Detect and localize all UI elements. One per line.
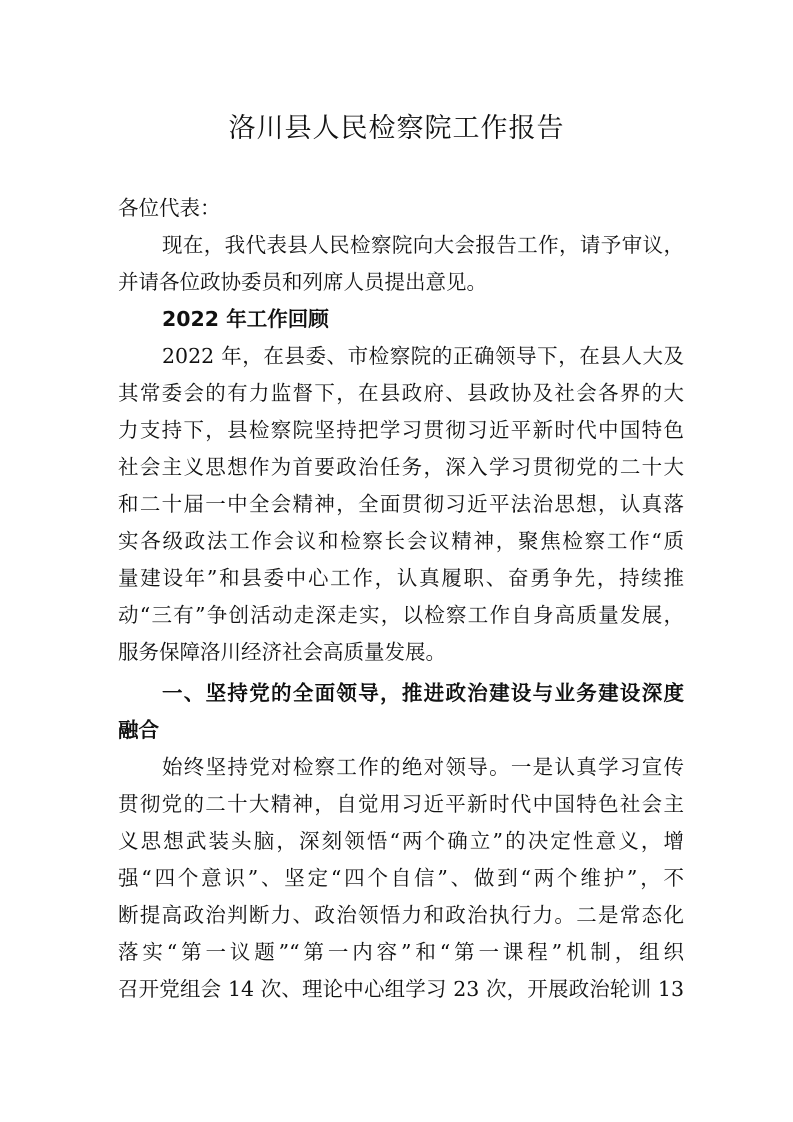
- text-line: 社会主义思想作为首要政治任务，深入学习贯彻党的二十大: [118, 455, 684, 479]
- text-line: 贯彻党的二十大精神，自觉用习近平新时代中国特色社会主: [118, 792, 684, 816]
- section-heading-review: 2022 年工作回顾: [162, 307, 329, 331]
- section1-paragraph: [118, 749, 684, 1008]
- text-line: 2022 年，在县委、市检察院的正确领导下，在县人大及: [162, 344, 684, 368]
- text-line: 召开党组会 14 次、理论中心组学习 23 次，开展政治轮训 13: [118, 977, 684, 1001]
- document-body: [118, 190, 684, 1008]
- text-line: 落实“第一议题”“第一内容”和“第一课程”机制，组织: [118, 940, 684, 964]
- text-line: 动“三有”争创活动走深走实，以检察工作自身高质量发展，: [118, 603, 684, 627]
- review-paragraph: [118, 338, 684, 671]
- text-line: 并请各位政协委员和列席人员提出意见。: [118, 270, 487, 294]
- text-line: 力支持下，县检察院坚持把学习贯彻习近平新时代中国特色: [118, 418, 684, 442]
- text-line: 现在，我代表县人民检察院向大会报告工作，请予审议，: [162, 233, 684, 257]
- text-line: 始终坚持党对检察工作的绝对领导。一是认真学习宣传: [162, 755, 684, 779]
- intro-paragraph: [118, 227, 684, 301]
- text-line: 量建设年”和县委中心工作，认真履职、奋勇争先，持续推: [118, 566, 684, 590]
- document-title: 洛川县人民检察院工作报告: [228, 113, 565, 144]
- text-line: 断提高政治判断力、政治领悟力和政治执行力。二是常态化: [118, 903, 684, 927]
- heading-line: 融合: [118, 718, 159, 742]
- text-line: 和二十届一中全会精神，全面贯彻习近平法治思想，认真落: [118, 492, 684, 516]
- text-line: 强“四个意识”、坚定“四个自信”、做到“两个维护”，不: [118, 866, 684, 890]
- text-line: 其常委会的有力监督下，在县政府、县政协及社会各界的大: [118, 381, 684, 405]
- text-line: 义思想武装头脑，深刻领悟“两个确立”的决定性意义，增: [118, 829, 684, 853]
- section-heading-1: [118, 675, 684, 749]
- salutation: 各位代表：: [118, 196, 221, 220]
- text-line: 服务保障洛川经济社会高质量发展。: [118, 640, 446, 664]
- text-line: 实各级政法工作会议和检察长会议精神，聚焦检察工作“质: [118, 529, 684, 553]
- heading-line: 一、坚持党的全面领导，推进政治建设与业务建设深度: [162, 681, 684, 705]
